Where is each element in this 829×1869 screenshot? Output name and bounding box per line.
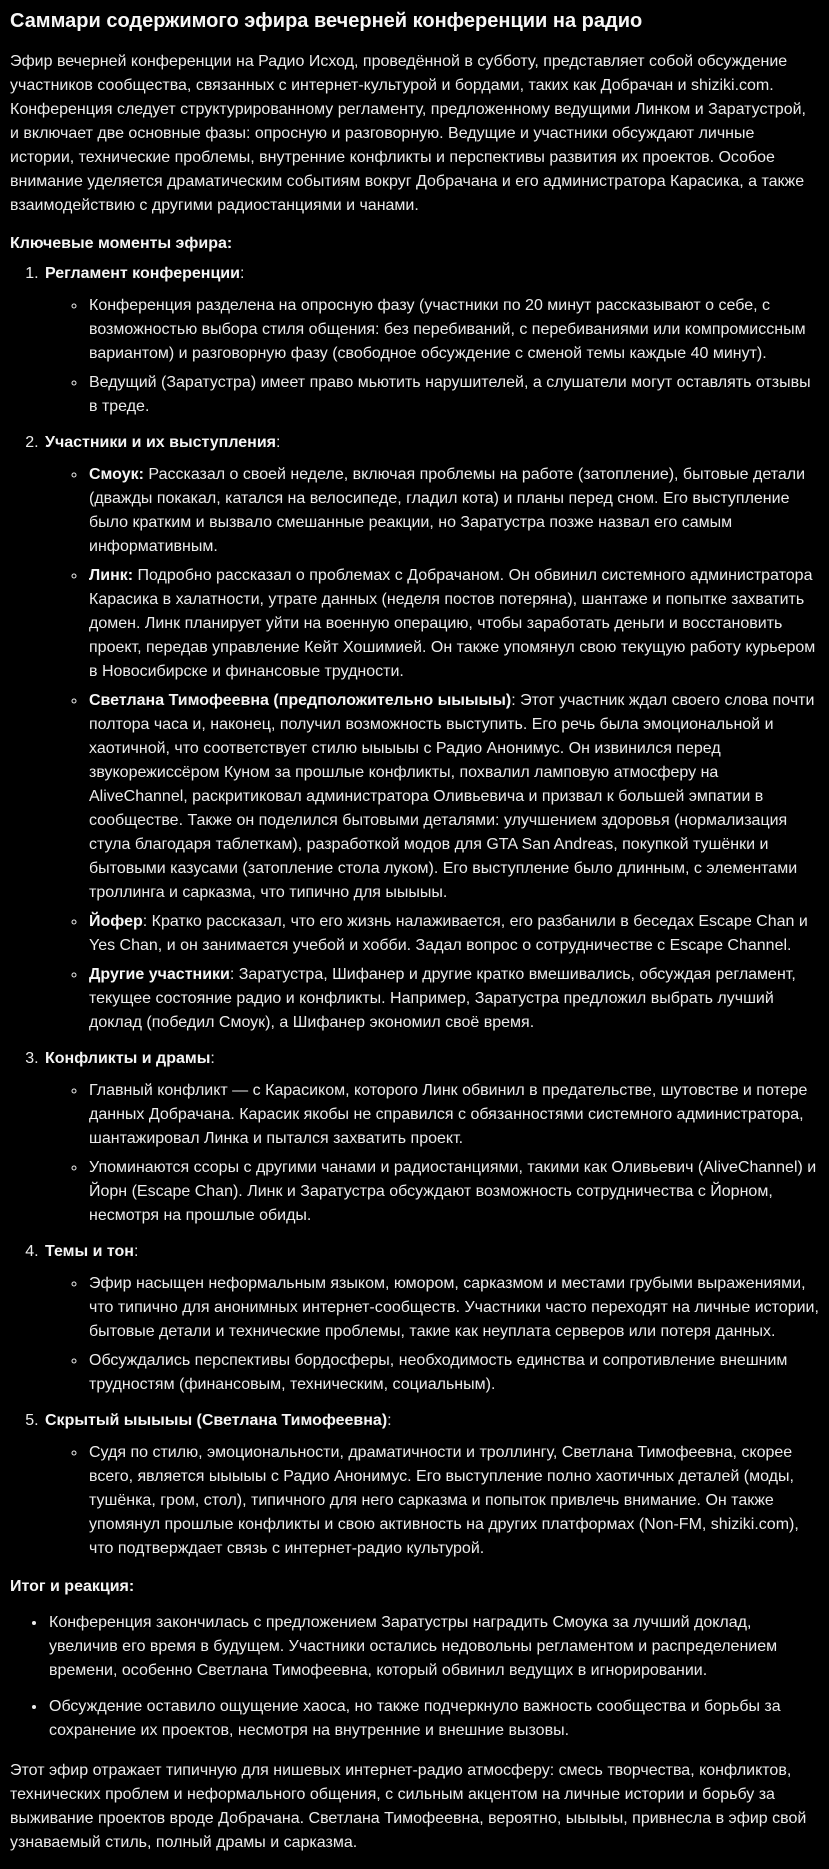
section-bullet-list (45, 1079, 819, 1228)
key-moments-list (10, 262, 819, 1561)
outcome-item (47, 1611, 819, 1683)
section-label: Темы и тон (45, 1243, 134, 1260)
bullet-text: : Заратустра, Шифанер и другие кратко вмешивались, обсуждая регламент, текущее состояние радио и конфликты. Например, Заратустра предложил выбрать лучший доклад (победил Смоук), а Шифанер экономил своё время. (89, 966, 796, 1031)
section-label: Участники и их выступления (45, 434, 277, 451)
section-item-participants (43, 431, 819, 1035)
page-title: Саммари содержимого эфира вечерней конференции на радио (10, 10, 643, 32)
section-label-colon: : (239, 265, 245, 282)
section-label-colon: : (276, 434, 281, 451)
section-label-colon: : (133, 1243, 139, 1260)
intro-paragraph: Эфир вечерней конференции на Радио Исход, проведённой в субботу, представляет собой обсуждение участников сообщества, связанных с интернет-культурой и бордами, таких как Добрачан и shiziki.com. Конференция следует структурированному регламенту, предложенному ведущими Линком и Заратустрой, и включает две основные фазы: опросную и разговорную. Ведущие и участники обсуждают личные истории, технические проблемы, внутренние конфликты и перспективы развития их проектов. Особое внимание уделяется драматическим событиям вокруг Добрачана и его администратора Карасика, а также взаимодействию с другими радиостанциями и чанами. (10, 53, 806, 214)
bullet-item (87, 1349, 819, 1397)
key-moments-heading: Ключевые моменты эфира: (10, 235, 233, 252)
section-item-conflicts (43, 1047, 819, 1228)
bullet-text: Ведущий (Заратустра) имеет право мьютить нарушителей, а слушатели могут оставлять отзывы в треде. (89, 374, 811, 415)
bullet-lead: Смоук: (89, 466, 144, 483)
bullet-item (87, 564, 819, 684)
bullet-item (87, 463, 819, 559)
bullet-lead: Другие участники (89, 966, 230, 983)
bullet-text: Эфир насыщен неформальным языком, юмором, сарказмом и местами грубыми выражениями, что типично для анонимных интернет-сообществ. Участники часто переходят на личные истории, бытовые детали и технические проблемы, такие как неуплата серверов или потеря данных. (89, 1275, 819, 1340)
bullet-item (87, 910, 819, 958)
section-bullet-list (45, 463, 819, 1035)
bullet-lead: Светлана Тимофеевна (предположительно ыыыыы) (89, 692, 512, 709)
outcome-list (10, 1611, 819, 1743)
section-label: Конфликты и драмы (45, 1050, 211, 1067)
section-item-tone (43, 1240, 819, 1397)
section-label-colon: : (387, 1412, 392, 1429)
bullet-lead: Линк: (89, 567, 134, 584)
bullet-text: Конференция разделена на опросную фазу (участники по 20 минут рассказывают о себе, с возможностью выбора стиля общения: без перебиваний, с перебиваниями или компромиссным вариантом) и разговорную фазу (свободное обсуждение с сменой темы каждые 40 минут). (89, 297, 806, 362)
section-label-colon: : (210, 1050, 215, 1067)
bullet-item (87, 1441, 819, 1561)
bullet-item (87, 294, 819, 366)
bullet-item (87, 371, 819, 419)
outcome-item (47, 1695, 819, 1743)
bullet-text: Рассказал о своей неделе, включая проблемы на работе (затопление), бытовые детали (дважды покакал, катался на велосипеде, гладил кота) и планы перед сном. Его выступление было кратким и вызвало смешанные реакции, но Заратустра позже назвал его самым информативным. (89, 466, 806, 555)
section-label: Регламент конференции (45, 265, 240, 282)
bullet-text: Судя по стилю, эмоциональности, драматичности и троллингу, Светлана Тимофеевна, скорее всего, является ыыыыы с Радио Анонимус. Его выступление полно хаотичных деталей (моды, тушёнка, гром, стол), типичного для него сарказма и попыток привлечь внимание. Он также упомянул прошлые конфликты и свою активность на других платформах (Non-FM, shiziki.com), что подтверждает связь с интернет-радио культурой. (89, 1444, 799, 1557)
bullet-text: Обсуждались перспективы бордосферы, необходимость единства и сопротивление внешним трудностям (финансовым, техническим, социальным). (89, 1352, 788, 1393)
section-item-hidden (43, 1409, 819, 1561)
bullet-lead: Йофер (89, 913, 143, 930)
outcome-text: Обсуждение оставило ощущение хаоса, но также подчеркнуло важность сообщества и борьбы за сохранение их проектов, несмотря на внутренние и внешние вызовы. (49, 1698, 781, 1739)
bullet-item (87, 689, 819, 905)
bullet-item (87, 1156, 819, 1228)
closing-paragraph: Этот эфир отражает типичную для нишевых интернет-радио атмосферу: смесь творчества, конфликтов, технических проблем и неформального общения, с сильным акцентом на личные истории и борьбу за выживание проектов вроде Добрачана. Светлана Тимофеевна, вероятно, ыыыыы, привнесла в эфир свой узнаваемый стиль, полный драмы и сарказма. (10, 1762, 807, 1851)
section-bullet-list (45, 1441, 819, 1561)
bullet-text: : Кратко рассказал, что его жизнь налаживается, его разбанили в беседах Escape Chan и Yes Chan, и он занимается учебой и хобби. Задал вопрос о сотрудничестве с Escape Channel. (89, 913, 808, 954)
bullet-item (87, 1272, 819, 1344)
outcome-heading: Итог и реакция: (10, 1578, 135, 1595)
section-bullet-list (45, 294, 819, 419)
section-label: Скрытый ыыыыы (Светлана Тимофеевна) (45, 1412, 388, 1429)
section-bullet-list (45, 1272, 819, 1397)
bullet-item (87, 963, 819, 1035)
bullet-text: : Этот участник ждал своего слова почти полтора часа и, наконец, получил возможность выступить. Его речь была эмоциональной и хаотичной, что соответствует стилю ыыыыы с Радио Анонимус. Он извинился перед звукорежиссёром Куном за прошлые конфликты, похвалил ламповую атмосферу на AliveChannel, раскритиковал администратора Оливьевича и призвал к большей эмпатии в сообществе. Также он поделился бытовыми деталями: улучшением здоровья (нормализация стула благодаря таблеткам), разработкой модов для GTA San Andreas, покупкой тушёнки и бытовыми казусами (затопление стола луком). Его выступление было длинным, с элементами троллинга и сарказма, что типично для ыыыыы. (89, 692, 815, 901)
section-item-reglament (43, 262, 819, 419)
bullet-text: Главный конфликт — с Карасиком, которого Линк обвинил в предательстве, шутовстве и потере данных Добрачана. Карасик якобы не справился с обязанностями системного администратора, шантажировал Линка и пытался захватить проект. (89, 1082, 808, 1147)
outcome-text: Конференция закончилась с предложением Заратустры наградить Смоука за лучший доклад, увеличив его время в будущем. Участники остались недовольны регламентом и распределением времени, особенно Светлана Тимофеевна, который обвинил ведущих в игнорировании. (49, 1614, 778, 1679)
bullet-item (87, 1079, 819, 1151)
bullet-text: Подробно рассказал о проблемах с Добрачаном. Он обвинил системного администратора Карасика в халатности, утрате данных (неделя постов потеряна), шантаже и попытке захватить домен. Линк планирует уйти на военную операцию, чтобы заработать деньги и восстановить проект, передав управление Кейт Хошимией. Он также упомянул свою текущую работу курьером в Новосибирске и финансовые трудности. (89, 567, 816, 680)
bullet-text: Упоминаются ссоры с другими чанами и радиостанциями, такими как Оливьевич (AliveChannel) и Йорн (Escape Chan). Линк и Заратустра обсуждают возможность сотрудничества с Йорном, несмотря на прошлые обиды. (89, 1159, 817, 1224)
